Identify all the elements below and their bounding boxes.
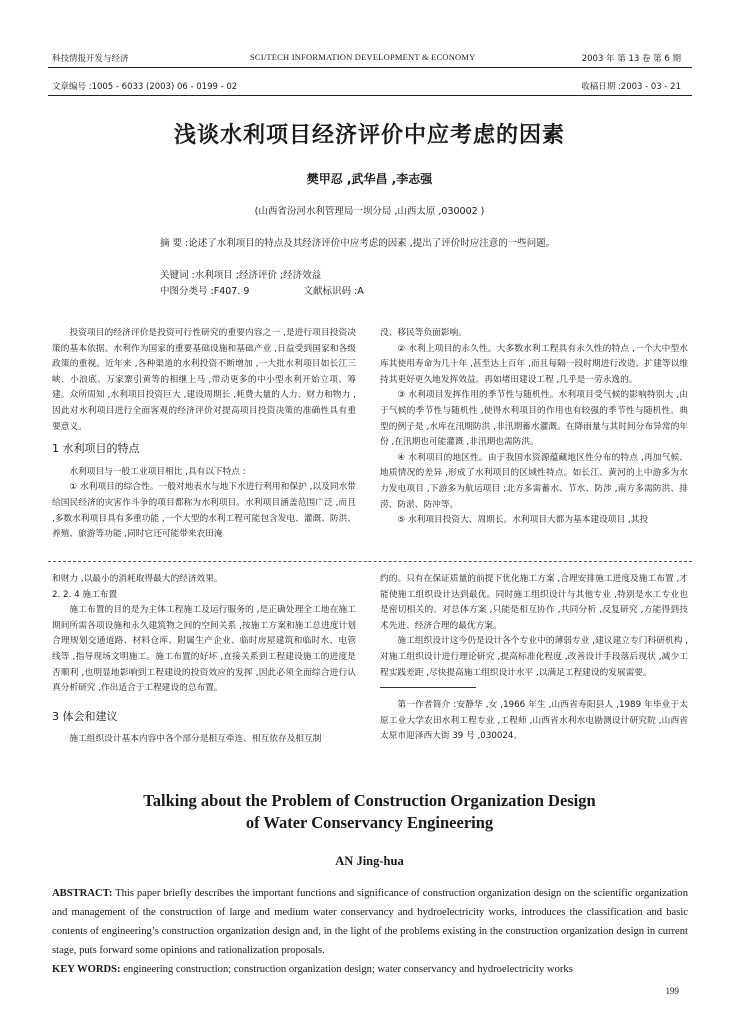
clc-label: 中图分类号 : [160,286,214,297]
article-separator [48,561,692,562]
english-keywords-label: KEY WORDS: [52,964,121,975]
english-author: AN Jing-hua [335,854,404,868]
paragraph: ⑤ 水利项目投资大、周期长。水利项目大都为基本建设项目 ,其投 [397,515,649,526]
english-abstract-text: This paper briefly describes the important functions and significance of construction organization design on the scientific organization and management of the construction of large and medium water conservancy and hydroelectricity works, introduces the classification and basic contents of engineering’s construction organization design and, in the light of the problems existing in the construction organization design in current stage, puts forward some opinions and rationalization proposals. [52,888,688,956]
article-number: 文章编号 :1005 - 6033 (2003) 06 - 0199 - 02 [52,82,238,92]
body-column-bottom-right [380,572,688,745]
english-title [0,790,739,834]
running-header-journal: 科技情报开发与经济 [52,54,129,64]
body-column-bottom-left [52,572,356,748]
paragraph: ① 水利项目的综合性。一般对地表水与地下水进行利用和保护 ,以及同水带给国民经济的灾害作斗争的项目都称为水利项目。水利项目涵盖范围广泛 ,而且 ,多数水利项目具有多重功能 ,一个大型的水利工程可能包含发电、灌溉、防洪、养殖、旅游等功能 ,同时它还可能带来农田淹 [52,482,356,540]
running-header-issue: 2003 年 第 13 卷 第 6 期 [581,54,681,64]
intro-paragraph: 投资项目的经济评价是投资可行性研究的重要内容之一 ,是进行项目投资决策的基本依据。水利作为国家的重要基础设施和基础产业 ,日益受到国家和各级政策的重视。近年来 ,各种渠道的水利投资不断增加 ,一大批水利项目如长江三峡、小浪底、万家寨引黄等的相继上马 ,带动更多的中小型水利开始立项、筹建。众所周知 ,水利项目投资巨大 ,建设周期长 ,耗费大量的人力、财力和物力 ,因此对水利项目进行全面客观的经济评价对提高项目投资决策的准确性具有重要意义。 [52,328,356,432]
author-footnote: 第一作者简介 :安静华 ,女 ,1966 年生 ,山西省寿阳县人 ,1989 年毕业于太原工业大学农田水利工程专业 ,工程师 ,山西省水利水电勘测设计研究院 ,山西省太原市迎泽西大街 39 号 ,030024。 [380,700,688,742]
affiliation: (山西省汾河水利管理局一坝分局 ,山西太原 ,030002 ) [254,206,485,217]
paragraph: 约的。只有在保证质量的前提下优化施工方案 ,合理安排施工进度及施工布置 ,才能使施工组织设计达到最优。同时施工组织设计与其他专业 ,特别是水工专业也是密切相关的。对总体方案 ,只能是相互协作 ,共同分析 ,反复研究 ,方能得到技术先进、经济合理的最优方案。 [380,574,688,631]
paragraph: 没、移民等负面影响。 [380,328,467,338]
paragraph: ③ 水利项目发挥作用的季节性与随机性。水利项目受气候的影响特别大 ,由于气候的季节性与随机性 ,使得水利项目的作用也有较强的季节性与随机性。典型的例子是 ,水库在汛期防洪 ,非汛期蓄水灌溉。在降雨量与其时间分布异常的年份 ,在汛期也可能灌溉 ,非汛期也需防洪。 [380,390,688,448]
english-keywords-text: engineering construction; construction organization design; water conservancy and hydroelectricity works [120,964,573,975]
clc-value: F407. 9 [213,286,250,297]
doc-code-label: 文献标识码 : [303,286,358,297]
english-title-line-1: Talking about the Problem of Construction Organization Design [143,791,596,810]
body-column-top-right [380,326,688,529]
section-heading-1: 1 水利项目的特点 [52,442,140,456]
english-title-line-2: of Water Conservancy Engineering [245,813,494,832]
english-abstract [52,884,688,979]
doc-code-value: A [357,286,364,297]
section-heading-3: 3 体会和建议 [52,709,118,723]
paragraph: 施工组织设计基本内容中各个部分是相互牵连、相互依存及相互制 [69,734,322,745]
page-number: 199 [665,986,679,996]
paper-title: 浅谈水利项目经济评价中应考虑的因素 [173,123,565,148]
authors: 樊甲忍 ,武华昌 ,李志强 [306,172,433,186]
header-rule [48,67,692,68]
footnote-rule [380,687,476,688]
paragraph: 施工布置的目的是为主体工程施工及运行服务的 ,是正确处理全工地在施工期间所需各项设施和永久建筑物之间的空间关系 ,按施工方案和施工总进度计划合理规划交通道路、材料仓库、附属生产企业、临时房屋建筑和临时水、电管线等 ,指导现场文明施工。施工布置的好坏 ,直接关系到工程建设施工的进度是否顺利 ,也明显地影响到工程建设的投资效应的发挥 ,因此必须全面综合进行认真分析研究 ,作出适合于工程建设的总布置。 [52,605,356,694]
meta-rule [48,95,692,96]
running-header-english: SCI/TECH INFORMATION DEVELOPMENT & ECONOMY [250,52,476,62]
paragraph: ④ 水利项目的地区性。由于我国水资源蕴藏地区性分布的特点 ,再加气候、地质情况的差异 ,形成了水利项目的区域性特点。如长江、黄河的上中游多为水力发电项目 ,下游多为航运项目 ;北方多需蓄水、节水、防涉 ,南方多需防洪、排涝、防淤、防冲等。 [380,452,688,510]
keywords-label: 关键词 : [160,270,195,281]
paragraph: 和财力 ,以最小的消耗取得最大的经济效果。 [52,574,223,584]
paragraph: ② 水利上项目的永久性。大多数水利工程具有永久性的特点 ,一个大中型水库其使用寿命为几十年 ,甚至达上百年 ,而且每隔一段时期进行改造、扩建等以维持其更好更久地发挥效益。再如堵田建设工程 ,几乎是一劳永逸的。 [380,343,688,385]
paragraph: 水利项目与一般工业项目相比 ,具有以下特点 : [69,466,246,477]
paragraph: 施工组织设计这今仍是设计各个专业中的薄弱专业 ,建议建立专门科研机构 ,对施工组织设计进行理论研究 ,提高标准化程度 ,改善设计手段落后现状 ,减少工程实践差距 ,尽快提高施工组织设计水平 ,以满足工程建设的发展需要。 [380,636,688,678]
abstract-text: 论述了水利项目的特点及其经济评价中应考虑的因素 ,提出了评价时应注意的一些问题。 [188,238,556,249]
subsection-heading: 2. 2. 4 施工布置 [52,589,118,600]
received-date: 收稿日期 :2003 - 03 - 21 [581,82,681,92]
classification [160,284,640,300]
keywords [160,268,640,284]
abstract [160,236,640,252]
body-column-top-left [52,326,356,543]
abstract-label: 摘 要 : [160,238,189,249]
english-abstract-label: ABSTRACT: [52,888,113,899]
keywords-text: 水利项目 ;经济评价 ;经济效益 [194,270,322,281]
